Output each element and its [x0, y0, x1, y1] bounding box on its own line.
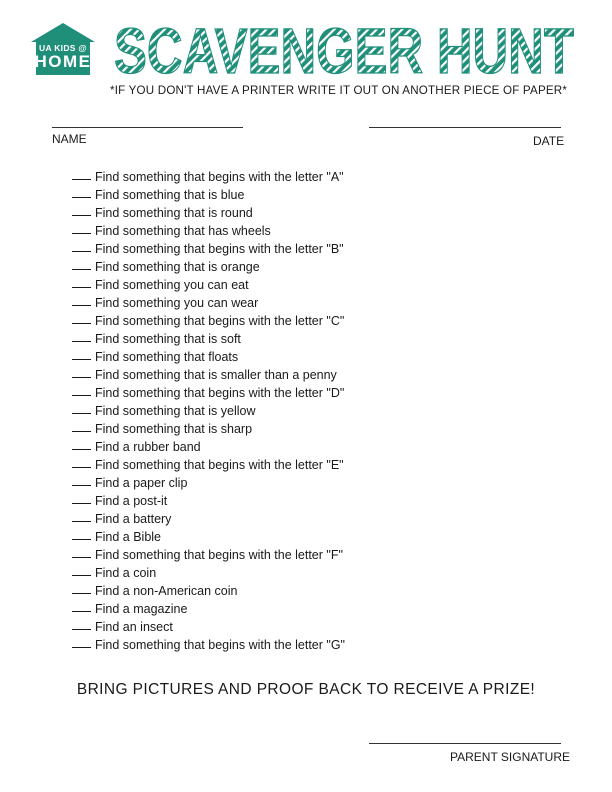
list-item — [72, 348, 345, 366]
task-text: Find something you can wear — [95, 296, 259, 310]
checkbox-blank[interactable] — [72, 575, 91, 576]
task-text: Find something that is orange — [95, 260, 260, 274]
list-item — [72, 492, 345, 510]
checkbox-blank[interactable] — [72, 593, 91, 594]
ua-kids-home-logo — [30, 22, 96, 76]
list-item — [72, 384, 345, 402]
list-item — [72, 330, 345, 348]
name-line — [52, 127, 243, 128]
list-item — [72, 546, 345, 564]
list-item — [72, 222, 345, 240]
checkbox-blank[interactable] — [72, 449, 91, 450]
task-text: Find something that begins with the letter "B" — [95, 242, 344, 256]
checkbox-blank[interactable] — [72, 215, 91, 216]
list-item — [72, 510, 345, 528]
list-item — [72, 186, 345, 204]
checkbox-blank[interactable] — [72, 179, 91, 180]
list-item — [72, 258, 345, 276]
task-text: Find something that begins with the letter "A" — [95, 170, 344, 184]
checkbox-blank[interactable] — [72, 251, 91, 252]
task-text: Find an insect — [95, 620, 173, 634]
list-item — [72, 294, 345, 312]
list-item — [72, 474, 345, 492]
checkbox-blank[interactable] — [72, 287, 91, 288]
task-text: Find something you can eat — [95, 278, 249, 292]
checkbox-blank[interactable] — [72, 305, 91, 306]
logo-text-top: UA KIDS @ — [39, 43, 87, 53]
list-item — [72, 618, 345, 636]
task-text: Find a magazine — [95, 602, 188, 616]
list-item — [72, 366, 345, 384]
task-text: Find a coin — [95, 566, 157, 580]
checkbox-blank[interactable] — [72, 341, 91, 342]
task-text: Find a post-it — [95, 494, 168, 508]
task-list — [72, 168, 345, 654]
checkbox-blank[interactable] — [72, 611, 91, 612]
list-item — [72, 402, 345, 420]
checkbox-blank[interactable] — [72, 539, 91, 540]
page-title — [114, 19, 576, 81]
checkbox-blank[interactable] — [72, 395, 91, 396]
list-item — [72, 600, 345, 618]
task-text: Find something that begins with the letter "F" — [95, 548, 343, 562]
date-line — [369, 127, 561, 128]
list-item — [72, 168, 345, 186]
list-item — [72, 312, 345, 330]
task-text: Find something that has wheels — [95, 224, 271, 238]
list-item — [72, 438, 345, 456]
task-text: Find a paper clip — [95, 476, 188, 490]
checkbox-blank[interactable] — [72, 377, 91, 378]
task-text: Find something that is smaller than a penny — [95, 368, 337, 382]
checkbox-blank[interactable] — [72, 323, 91, 324]
checkbox-blank[interactable] — [72, 269, 91, 270]
checkbox-blank[interactable] — [72, 629, 91, 630]
task-text: Find something that is blue — [95, 188, 245, 202]
task-text: Find something that begins with the letter "D" — [95, 386, 345, 400]
checkbox-blank[interactable] — [72, 485, 91, 486]
list-item — [72, 420, 345, 438]
checkbox-blank[interactable] — [72, 233, 91, 234]
task-text: Find something that is sharp — [95, 422, 253, 436]
task-text: Find something that is round — [95, 206, 253, 220]
list-item — [72, 456, 345, 474]
list-item — [72, 582, 345, 600]
task-text: Find something that is soft — [95, 332, 241, 346]
list-item — [72, 636, 345, 654]
task-text: Find a battery — [95, 512, 172, 526]
checkbox-blank[interactable] — [72, 413, 91, 414]
date-label: DATE — [533, 134, 565, 148]
list-item — [72, 564, 345, 582]
task-text: Find something that begins with the letter "E" — [95, 458, 344, 472]
logo-text-bottom: HOME — [34, 52, 92, 71]
signature-line — [369, 743, 561, 744]
task-text: Find a rubber band — [95, 440, 201, 454]
checkbox-blank[interactable] — [72, 359, 91, 360]
list-item — [72, 276, 345, 294]
task-text: Find something that is yellow — [95, 404, 256, 418]
checkbox-blank[interactable] — [72, 197, 91, 198]
prize-message: BRING PICTURES AND PROOF BACK TO RECEIVE A PRIZE! — [76, 681, 536, 698]
list-item — [72, 528, 345, 546]
task-text: Find a non-American coin — [95, 584, 238, 598]
checkbox-blank[interactable] — [72, 521, 91, 522]
task-text: Find something that begins with the letter "C" — [95, 314, 345, 328]
task-text: Find a Bible — [95, 530, 162, 544]
task-text: Find something that floats — [95, 350, 239, 364]
task-text: Find something that begins with the letter "G" — [95, 638, 345, 652]
title-text: SCAVENGER HUNT — [114, 19, 574, 81]
list-item — [72, 204, 345, 222]
checkbox-blank[interactable] — [72, 503, 91, 504]
checkbox-blank[interactable] — [72, 647, 91, 648]
name-label: NAME — [52, 132, 87, 146]
checkbox-blank[interactable] — [72, 557, 91, 558]
printer-note: *IF YOU DON'T HAVE A PRINTER WRITE IT OUT ON ANOTHER PIECE OF PAPER* — [110, 84, 568, 97]
checkbox-blank[interactable] — [72, 467, 91, 468]
list-item — [72, 240, 345, 258]
checkbox-blank[interactable] — [72, 431, 91, 432]
signature-label: PARENT SIGNATURE — [450, 750, 571, 764]
